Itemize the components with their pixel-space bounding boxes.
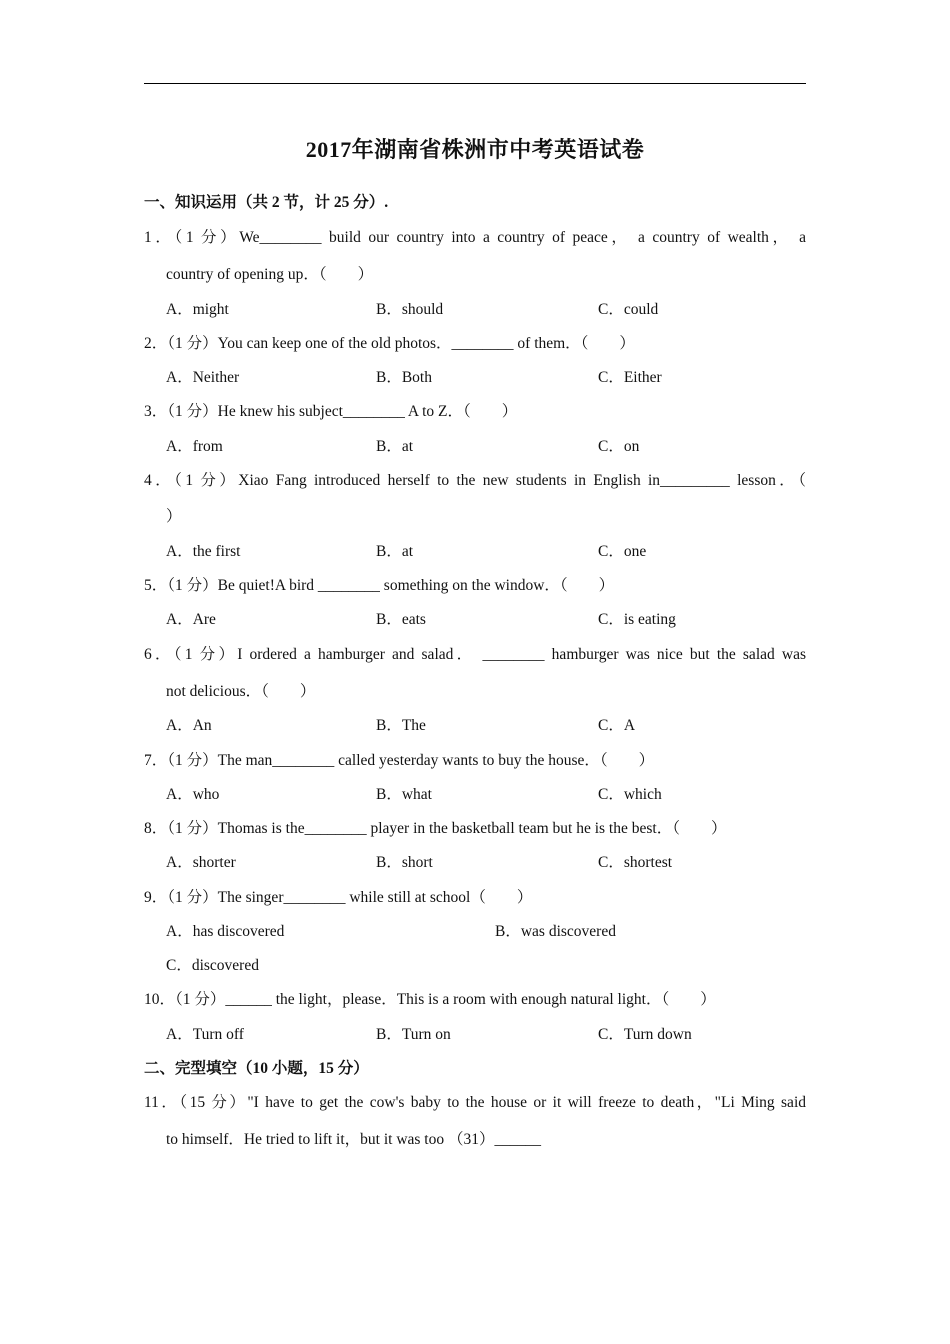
question-3-stem: 3．（1 分）He knew his subject________ A to Z．（ ）: [144, 403, 518, 420]
question-4-option-c[interactable]: C．one: [598, 543, 647, 560]
question-1-option-a[interactable]: A．might: [166, 301, 229, 318]
section-heading-2: 二、完型填空（10 小题，15 分）: [144, 1060, 369, 1077]
question-3-option-a[interactable]: A．from: [166, 438, 223, 455]
question-8-option-c[interactable]: C．shortest: [598, 854, 673, 871]
question-5-option-b[interactable]: B．eats: [376, 611, 426, 628]
question-9-option-b[interactable]: B．was discovered: [495, 923, 616, 940]
question-2-option-b[interactable]: B．Both: [376, 369, 432, 386]
question-5-option-c[interactable]: C．is eating: [598, 611, 676, 628]
question-7-option-c[interactable]: C．which: [598, 786, 662, 803]
question-10-option-b[interactable]: B．Turn on: [376, 1026, 451, 1043]
section-heading-1: 一、知识运用（共 2 节，计 25 分）.: [144, 194, 389, 211]
question-3-option-b[interactable]: B．at: [376, 438, 414, 455]
question-7-option-b[interactable]: B．what: [376, 786, 432, 803]
question-2-stem: 2．（1 分）You can keep one of the old photos．________ of them．（ ）: [144, 335, 635, 352]
question-9-option-a[interactable]: A．has discovered: [166, 923, 285, 940]
question-2-option-c[interactable]: C．Either: [598, 369, 662, 386]
question-8-option-b[interactable]: B．short: [376, 854, 433, 871]
question-2-option-a[interactable]: A．Neither: [166, 369, 240, 386]
question-6-stem-cont: not delicious．（ ）: [166, 683, 316, 700]
question-4-stem-cont: ）: [166, 508, 182, 525]
question-1-stem-cont: country of opening up．（ ）: [166, 266, 374, 283]
question-8-stem: 8．（1 分）Thomas is the________ player in the basketball team but he is the best．（ ）: [144, 820, 727, 837]
question-6-option-b[interactable]: B．The: [376, 717, 426, 734]
question-6-option-a[interactable]: A．An: [166, 717, 212, 734]
question-4-stem: 4．（1 分）Xiao Fang introduced herself to the new students in English in_________ lesson．（: [144, 472, 806, 489]
question-10-option-c[interactable]: C．Turn down: [598, 1026, 692, 1043]
header-rule: [144, 83, 806, 84]
question-5-stem: 5．（1 分）Be quiet!A bird ________ something on the window．（ ）: [144, 577, 615, 594]
question-7-stem: 7．（1 分）The man________ called yesterday wants to buy the house．（ ）: [144, 752, 655, 769]
page-title: 2017年湖南省株洲市中考英语试卷: [305, 137, 645, 162]
question-1-option-c[interactable]: C．could: [598, 301, 659, 318]
question-10-stem: 10．（1 分）______ the light，please．This is a room with enough natural light．（ ）: [144, 991, 716, 1008]
question-8-option-a[interactable]: A．shorter: [166, 854, 236, 871]
question-4-option-b[interactable]: B．at: [376, 543, 414, 560]
question-11-stem: 11．（15 分）"I have to get the cow's baby to the house or it will freeze to death，"Li Ming said: [144, 1094, 806, 1111]
question-1-stem: 1．（1 分）We________ build our country into a country of peace， a country of wealth， a: [144, 229, 806, 246]
question-11-stem-cont: to himself．He tried to lift it，but it was too （31）______: [166, 1131, 541, 1148]
question-9-option-c[interactable]: C．discovered: [166, 957, 259, 974]
question-6-option-c[interactable]: C．A: [598, 717, 636, 734]
question-7-option-a[interactable]: A．who: [166, 786, 220, 803]
question-1-option-b[interactable]: B．should: [376, 301, 444, 318]
question-4-option-a[interactable]: A．the first: [166, 543, 241, 560]
question-3-option-c[interactable]: C．on: [598, 438, 640, 455]
question-6-stem: 6．（1 分）I ordered a hamburger and salad． ________ hamburger was nice but the salad was: [144, 646, 806, 663]
question-10-option-a[interactable]: A．Turn off: [166, 1026, 244, 1043]
question-5-option-a[interactable]: A．Are: [166, 611, 216, 628]
question-9-stem: 9．（1 分）The singer________ while still at school（ ）: [144, 889, 533, 906]
